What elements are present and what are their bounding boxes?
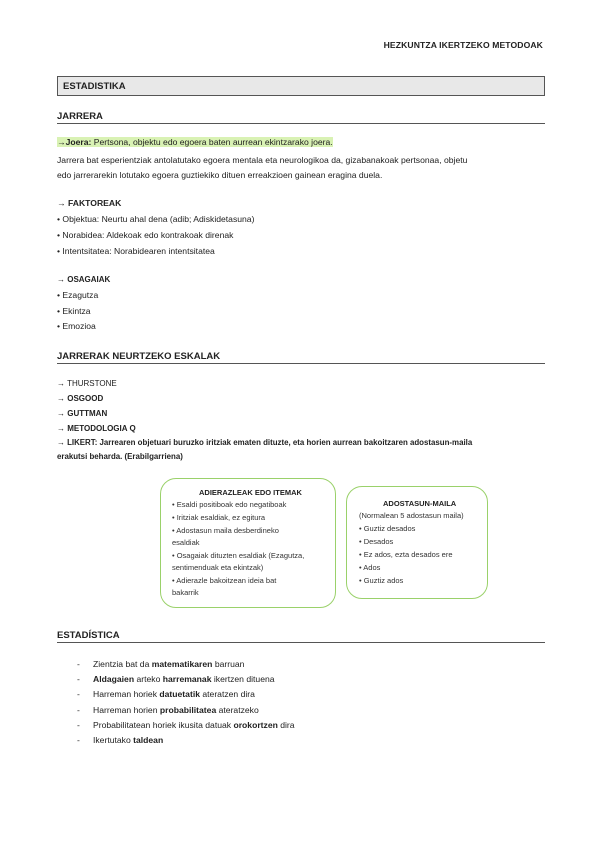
heading-eskalak: [57, 351, 545, 364]
description-line-2: edo jarrerarekin lotutako egoera guztiekiko dituen erreakzioen gainean eragina duela.: [57, 170, 383, 180]
list-dash: -: [77, 705, 80, 715]
agreement-item: • Guztiz ados: [359, 576, 404, 585]
indicator-item: • Iritziak esaldiak, ez egitura: [172, 513, 266, 522]
faktore-item: • Objektua: Neurtu ahal dena (adib; Adiskidetasuna): [57, 214, 255, 224]
faktoreak-title: → FAKTOREAK: [57, 198, 122, 208]
heading-estadistica: [57, 630, 545, 643]
agreement-box: [346, 486, 488, 599]
definition-label: Joera:: [65, 137, 92, 147]
indicator-item: • Adostasun maila desberdineko: [172, 526, 279, 535]
agreement-box-title: ADOSTASUN-MAILA: [383, 499, 457, 508]
section-title-box: [57, 76, 545, 96]
description-line-1: Jarrera bat esperientziak antolatutako egoera mentala eta neurologikoa da, gizabanakoak pertsonaa, objetu: [57, 155, 468, 165]
indicators-box: [160, 478, 336, 608]
heading-eskalak-text: JARRERAK NEURTZEKO ESKALAK: [57, 351, 221, 362]
heading-jarrera: [57, 111, 545, 124]
list-dash: -: [77, 735, 80, 745]
indicator-item: esaldiak: [172, 538, 200, 547]
indicator-item: sentimenduak eta ekintzak): [172, 563, 264, 572]
agreement-item: • Ez ados, ezta desados ere: [359, 550, 453, 559]
definition-text: Pertsona, objektu edo egoera baten aurrean ekintzarako joera.: [91, 137, 333, 147]
list-item: Harreman horien probabilitatea ateratzeko: [93, 705, 259, 715]
eskala-item: → GUTTMAN: [57, 409, 108, 418]
indicator-item: • Adierazle bakoitzean ideia bat: [172, 576, 277, 585]
list-dash: -: [77, 674, 80, 684]
faktore-item: • Intentsitatea: Norabidearen intentsitatea: [57, 246, 215, 256]
heading-jarrera-text: JARRERA: [57, 111, 103, 122]
list-item: Ikertutako taldean: [93, 735, 164, 745]
osagaiak-title: → OSAGAIAK: [57, 275, 111, 284]
list-dash: -: [77, 720, 80, 730]
likert-line-2: erakutsi beharda. (Erabilgarriena): [57, 452, 183, 461]
osagai-item: • Ekintza: [57, 306, 91, 316]
list-item: Harreman horiek datuetatik ateratzen dira: [93, 689, 255, 699]
eskala-item: → THURSTONE: [57, 379, 117, 388]
osagai-item: • Emozioa: [57, 321, 96, 331]
agreement-item: • Guztiz desados: [359, 524, 416, 533]
section-title: ESTADISTIKA: [63, 81, 126, 92]
indicator-item: • Esaldi positiboak edo negatiboak: [172, 500, 287, 509]
faktore-item: • Norabidea: Aldekoak edo kontrakoak direnak: [57, 230, 234, 240]
arrow-icon: →: [57, 137, 66, 147]
definition-line: [57, 137, 333, 147]
indicator-item: • Osagaiak dituzten esaldiak (Ezagutza,: [172, 551, 305, 560]
list-dash: -: [77, 659, 80, 669]
agreement-subtitle: (Normalean 5 adostasun maila): [359, 511, 464, 520]
eskala-item: → OSGOOD: [57, 394, 104, 403]
agreement-item: • Ados: [359, 563, 381, 572]
likert-line-1: → LIKERT: Jarrearen objetuari buruzko iritziak ematen dituzte, eta horien aurrean bakoitzaren adostasun-maila: [57, 438, 473, 447]
list-dash: -: [77, 689, 80, 699]
list-item: Probabilitatean horiek ikusita datuak orokortzen dira: [93, 720, 295, 730]
agreement-item: • Desados: [359, 537, 394, 546]
heading-estadistica-text: ESTADÍSTICA: [57, 630, 120, 641]
indicators-box-title: ADIERAZLEAK EDO ITEMAK: [199, 488, 302, 497]
list-item: Zientzia bat da matematikaren barruan: [93, 659, 245, 669]
eskala-item: → METODOLOGIA Q: [57, 424, 136, 433]
page-header: HEZKUNTZA IKERTZEKO METODOAK: [383, 40, 543, 50]
indicator-item: bakarrik: [172, 588, 199, 597]
osagai-item: • Ezagutza: [57, 290, 99, 300]
list-item: Aldagaien arteko harremanak ikertzen dituena: [93, 674, 275, 684]
